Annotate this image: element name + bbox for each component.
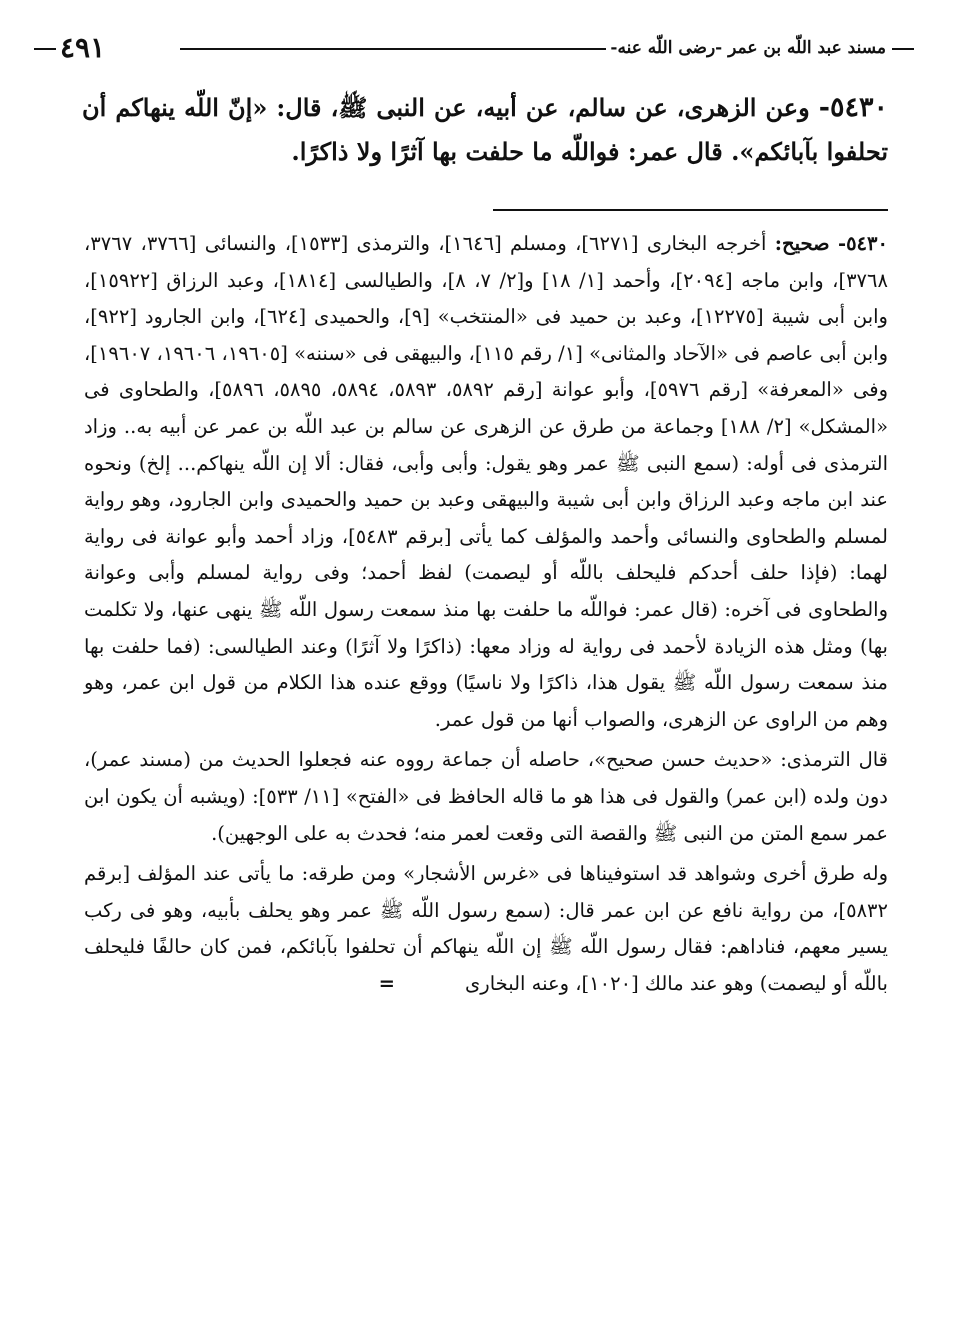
takhrij-text-3: وله طرق أخرى وشواهد قد استوفيناها فى «غرس الأشجار» ومن طرقه: ما يأتى عند المؤلف [برقم ٥٨٣٢]، من رواية نافع عن ابن عمر قال: (سمع رسول اللّه ﷺ عمر وهو يحلف بأبيه، وهو فى ركب يسير معهم، فناداهم: فقال رسول اللّه ﷺ إن اللّه ينهاكم أن تحلفوا بآبائكم، فمن كان حالفًا فليحلف باللّه أو ليصمت) وهو عند مالك [١٠٢٠]، وعنه البخارى: [84, 862, 888, 995]
takhrij-paragraph-2: قال الترمذى: «حديث حسن صحيح»، حاصله أن جماعة رووه عنه فجعلوا الحديث من (مسند عمر)، دون ولده (ابن عمر) والقول فى هذا هو ما قاله الحافظ فى «الفتح» [١١/ ٥٣٣]: (ويشبه أن يكون ابن عمر سمع المتن من النبى ﷺ والقصة التى وقعت لعمر منه؛ فحدث به على الوجهين).: [84, 748, 888, 845]
page-number: ٤٩١: [60, 31, 106, 64]
hadith-quote: «إنّ اللّه ينهاكم أن تحلفوا بآبائكم»: [82, 93, 888, 166]
header-rule: [180, 48, 606, 50]
hadith-intro: وعن الزهرى، عن سالم، عن أبيه، عن النبى ﷺ، قال:: [267, 93, 819, 122]
hadith-number: ٥٤٣٠-: [818, 92, 888, 123]
takhrij-footnote: [84, 226, 888, 1002]
takhrij-grade: صحيح:: [774, 232, 830, 255]
takhrij-paragraph-3: [84, 856, 888, 1002]
footnote-divider: [493, 209, 888, 211]
page-header: [60, 30, 886, 66]
takhrij-number: ٥٤٣٠-: [837, 232, 888, 255]
continuation-mark: =: [378, 971, 396, 995]
running-title: مسند عبد اللّه بن عمر -رضى اللّه عنه-: [610, 34, 886, 62]
takhrij-paragraph-1: [84, 226, 888, 738]
hadith-after-quote: . قال عمر: فواللّه ما حلفت بها آثرًا ولا ذاكرًا.: [291, 137, 740, 166]
takhrij-text-1: أخرجه البخارى [٦٢٧١]، ومسلم [١٦٤٦]، والترمذى [١٥٣٣]، والنسائى [٣٧٦٦، ٣٧٦٧، ٣٧٦٨]، وابن ماجه [٢٠٩٤]، وأحمد [١/ ١٨] و[٢/ ٧، ٨]، والطيالسى [١٨١٤]، وعبد الرزاق [١٥٩٢٢]، وابن أبى شيبة [١٢٢٧٥]، وعبد بن حميد فى «المنتخب» [٩]، والحميدى [٦٢٤]، وابن الجارود [٩٢٢]، وابن أبى عاصم فى «الآحاد والمثانى» [١/ رقم ١١٥]، والبيهقى فى «سننه» [١٩٦٠٥، ١٩٦٠٦، ١٩٦٠٧]، وفى «المعرفة» [رقم ٥٩٧٦]، وأبو عوانة [رقم ٥٨٩٢، ٥٨٩٣، ٥٨٩٤، ٥٨٩٥، ٥٨٩٦]، والطحاوى فى «المشكل» [٢/ ١٨٨] وجماعة من طرق عن الزهرى عن سالم بن عبد اللّه بن عمر عن أبيه به.. وزاد الترمذى فى أوله: (سمع النبى ﷺ عمر وهو يقول: وأبى وأبى، فقال: ألا إن اللّه ينهاكم... إلخ) ونحوه عند ابن ماجه وعبد الرزاق وابن أبى شيبة والبيهقى وعبد بن حميد والحميدى وابن الجارود، وهو رواية لمسلم والطحاوى والنسائى وأحمد والمؤلف كما يأتى [برقم ٥٤٨٣]، وزاد أحمد وأبو عوانة فى رواية لهما: (فإذا حلف أحدكم فليحلف باللّه أو ليصمت) لفظ أحمد؛ وفى رواية لمسلم وأبى وعوانة والطحاوى فى آخره: (قال عمر: فواللّه ما حلفت بها منذ سمعت رسول اللّه ﷺ ينهى عنها، ولا تكلمت بها) ومثل هذه الزيادة لأحمد فى رواية له وزاد معها: (ذاكرًا ولا آثرًا) وعند الطيالسى: (فما حلفت بها منذ سمعت رسول اللّه ﷺ يقول هذا، ذاكرًا ولا ناسيًا) ووقع عنده هذا الكلام من قول ابن عمر، وهو وهم من الراوى عن الزهرى، والصواب أنها من قول عمر.: [84, 232, 889, 731]
hadith-text: [82, 86, 888, 174]
